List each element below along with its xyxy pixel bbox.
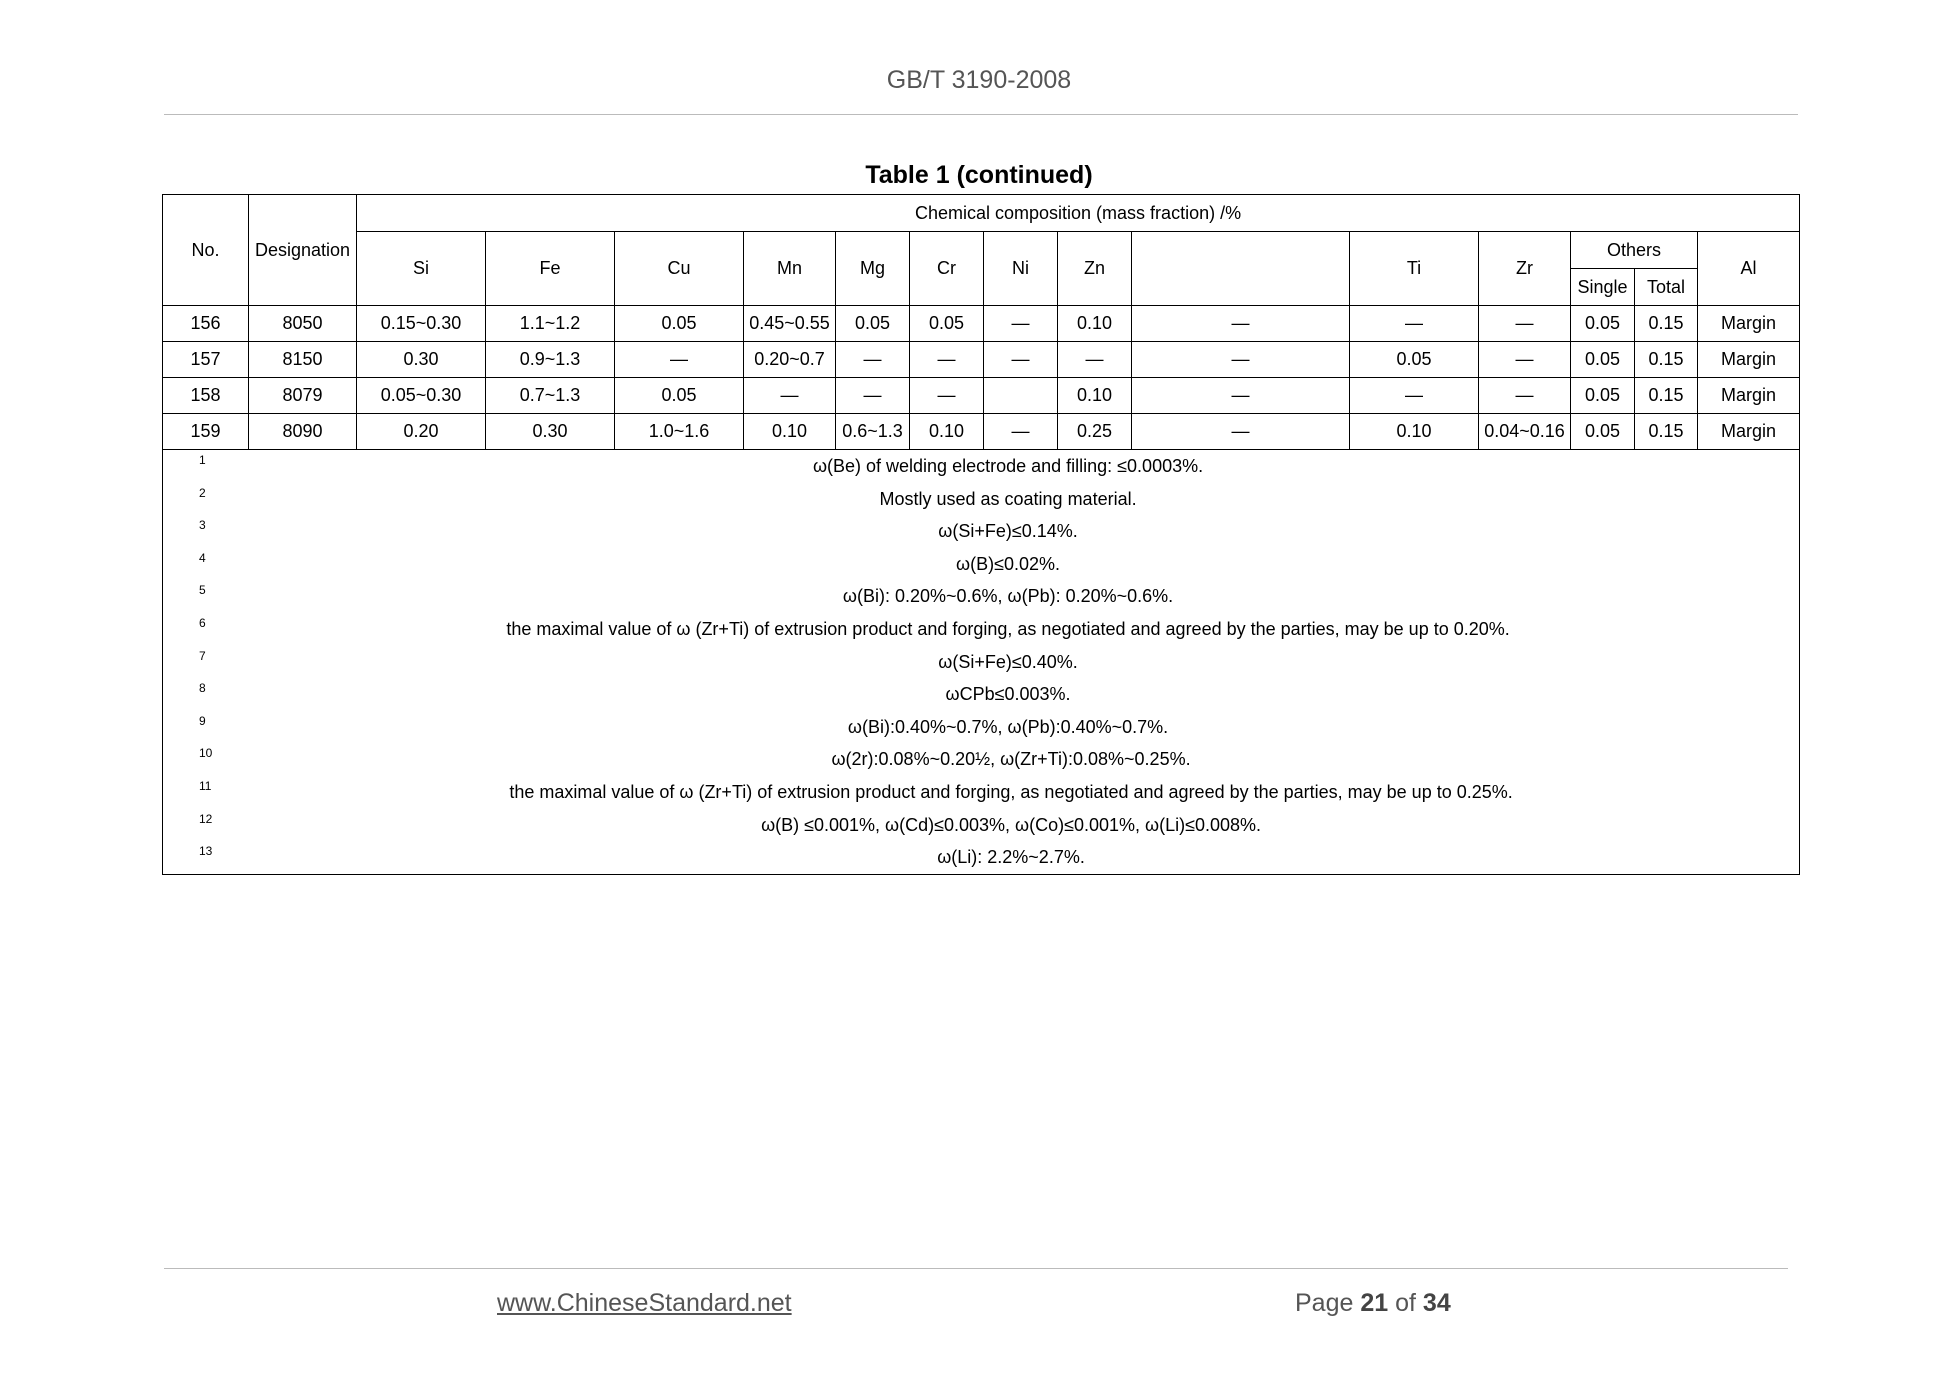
footnote [163, 743, 1799, 776]
table-cell: — [1479, 306, 1571, 342]
table-cell: 8079 [249, 378, 357, 414]
table-cell: — [1132, 306, 1350, 342]
table-cell: 0.15 [1635, 306, 1698, 342]
footnote-number: 13 [199, 844, 213, 859]
header-fe: Fe [486, 232, 615, 306]
footnote-text: ω(Li): 2.2%~2.7%. [937, 847, 1085, 868]
table-cell: — [984, 342, 1058, 378]
header-chemical-composition: Chemical composition (mass fraction) /% [357, 195, 1800, 232]
table-cell: 0.10 [910, 414, 984, 450]
table-cell: Margin [1698, 414, 1800, 450]
table-cell: 0.15~0.30 [357, 306, 486, 342]
footnote [163, 711, 1799, 744]
table-cell: Margin [1698, 378, 1800, 414]
table-body [163, 306, 1800, 450]
table-cell: 0.9~1.3 [486, 342, 615, 378]
header-others: Others [1571, 232, 1698, 269]
footnote-text: ω(Be) of welding electrode and filling: ≤0.0003%. [812, 456, 1204, 476]
table-cell: 0.30 [357, 342, 486, 378]
page-total: 34 [1422, 1289, 1451, 1317]
composition-table [162, 194, 1800, 875]
table-cell: 0.10 [744, 414, 836, 450]
table-cell: 0.05 [1571, 414, 1635, 450]
footnote [163, 809, 1799, 842]
header-total: Total [1635, 269, 1698, 306]
footnote-text: ω(Si+Fe)≤0.40%. [938, 651, 1078, 672]
footnote-text: ωCPb≤0.003%. [945, 684, 1071, 705]
footnote-number: 7 [199, 648, 206, 663]
footnote-number: 11 [199, 778, 212, 793]
table-cell: 0.20 [357, 414, 486, 450]
footnote [163, 646, 1799, 679]
page-indicator [1295, 1289, 1451, 1318]
footnote-number: 2 [199, 485, 206, 500]
page-of: of [1395, 1289, 1416, 1317]
header-designation: Designation [249, 195, 357, 306]
footnote-number: 1 [199, 453, 206, 467]
footnote-number: 10 [199, 746, 213, 761]
table-cell: 0.04~0.16 [1479, 414, 1571, 450]
table-cell: 0.15 [1635, 414, 1698, 450]
footer-divider [164, 1268, 1788, 1269]
header-si: Si [357, 232, 486, 306]
table-cell: Margin [1698, 342, 1800, 378]
table-cell: 0.15 [1635, 378, 1698, 414]
table-cell: 0.05 [1571, 378, 1635, 414]
table-cell: 158 [163, 378, 249, 414]
table-cell: — [836, 342, 910, 378]
table-cell: 157 [163, 342, 249, 378]
header-ti: Ti [1350, 232, 1479, 306]
table-cell: Margin [1698, 306, 1800, 342]
footnote-list [163, 450, 1799, 874]
table-row [163, 306, 1800, 342]
table-cell: 0.10 [1350, 414, 1479, 450]
footnote [163, 580, 1799, 613]
header-ni: Ni [984, 232, 1058, 306]
table-cell: — [1132, 342, 1350, 378]
header-cr: Cr [910, 232, 984, 306]
footnote [163, 841, 1799, 874]
table-cell: 0.7~1.3 [486, 378, 615, 414]
table-cell: 0.05 [836, 306, 910, 342]
table-row [163, 342, 1800, 378]
footnote [163, 548, 1799, 581]
table-cell: — [1350, 378, 1479, 414]
footnote-text: the maximal value of ω (Zr+Ti) of extrusion product and forging, as negotiated and agreed by the parties, may be up to 0.25%. [509, 781, 1513, 802]
header-mg: Mg [836, 232, 910, 306]
footnote [163, 483, 1799, 516]
table-cell: 156 [163, 306, 249, 342]
footnote-text: ω(Bi):0.40%~0.7%, ω(Pb):0.40%~0.7%. [847, 716, 1169, 737]
table-cell: 0.25 [1058, 414, 1132, 450]
table-cell: 0.05 [1571, 306, 1635, 342]
footnote-text: ω(2r):0.08%~0.20½, ω(Zr+Ti):0.08%~0.25%. [831, 749, 1191, 770]
table-cell: 1.0~1.6 [615, 414, 744, 450]
footnote-number: 5 [199, 583, 206, 598]
footnote-number: 8 [199, 681, 206, 696]
table-cell: — [1058, 342, 1132, 378]
table-cell: 0.05 [615, 378, 744, 414]
table-cell: 8150 [249, 342, 357, 378]
footnotes [163, 450, 1800, 875]
header-zr: Zr [1479, 232, 1571, 306]
table-cell: — [910, 378, 984, 414]
header-zn: Zn [1058, 232, 1132, 306]
footnote-number: 6 [199, 615, 206, 630]
table-cell: 0.20~0.7 [744, 342, 836, 378]
footnote-text: ω(Bi): 0.20%~0.6%, ω(Pb): 0.20%~0.6%. [842, 586, 1174, 607]
footnote [163, 515, 1799, 548]
header-cu: Cu [615, 232, 744, 306]
table-cell: 0.05 [1350, 342, 1479, 378]
table-cell: 8050 [249, 306, 357, 342]
table-cell: 0.10 [1058, 378, 1132, 414]
table-cell: — [984, 414, 1058, 450]
footnote-number: 3 [199, 518, 206, 533]
table-cell: — [615, 342, 744, 378]
table-cell: — [984, 306, 1058, 342]
table-cell: — [1132, 414, 1350, 450]
table-cell: 0.10 [1058, 306, 1132, 342]
table-cell: — [1350, 306, 1479, 342]
footnote [163, 678, 1799, 711]
header-no: No. [163, 195, 249, 306]
header-al: Al [1698, 232, 1800, 306]
footnote [163, 776, 1799, 809]
header-divider [164, 114, 1798, 115]
footnote [163, 450, 1799, 483]
table-cell: 0.05~0.30 [357, 378, 486, 414]
table-cell: 0.05 [1571, 342, 1635, 378]
table-cell [984, 378, 1058, 414]
footnote-text: ω(Si+Fe)≤0.14%. [938, 521, 1078, 542]
table-cell: 0.05 [615, 306, 744, 342]
table-cell: 0.30 [486, 414, 615, 450]
footnote-number: 4 [199, 550, 206, 565]
header-mn: Mn [744, 232, 836, 306]
footnote-text: the maximal value of ω (Zr+Ti) of extrusion product and forging, as negotiated and agreed by the parties, may be up to 0.20%. [506, 618, 1510, 639]
page-word: Page [1295, 1289, 1354, 1317]
footnote-number: 9 [199, 713, 206, 728]
table-cell: — [910, 342, 984, 378]
table-cell: 0.05 [910, 306, 984, 342]
table-cell: 1.1~1.2 [486, 306, 615, 342]
table-title: Table 1 (continued) [865, 161, 1093, 189]
table-cell: — [1479, 378, 1571, 414]
footnote [163, 613, 1799, 646]
table-cell: 0.45~0.55 [744, 306, 836, 342]
footnote-number: 12 [199, 811, 213, 826]
table-cell: — [836, 378, 910, 414]
footnote-text: ω(B) ≤0.001%, ω(Cd)≤0.003%, ω(Co)≤0.001%, ω(Li)≤0.008%. [761, 814, 1261, 835]
footnote-text: ω(B)≤0.02%. [956, 553, 1061, 574]
table-cell: — [1479, 342, 1571, 378]
page-current: 21 [1360, 1289, 1389, 1317]
table-cell: — [744, 378, 836, 414]
site-link[interactable]: www.ChineseStandard.net [497, 1289, 792, 1317]
table-cell: 159 [163, 414, 249, 450]
table-row [163, 414, 1800, 450]
table-cell: — [1132, 378, 1350, 414]
table-row [163, 378, 1800, 414]
footnote-text: Mostly used as coating material. [879, 488, 1137, 509]
document-code: GB/T 3190-2008 [886, 66, 1072, 94]
table-cell: 8090 [249, 414, 357, 450]
table-cell: 0.6~1.3 [836, 414, 910, 450]
header-single: Single [1571, 269, 1635, 306]
header-blank [1132, 232, 1350, 306]
table-cell: 0.15 [1635, 342, 1698, 378]
